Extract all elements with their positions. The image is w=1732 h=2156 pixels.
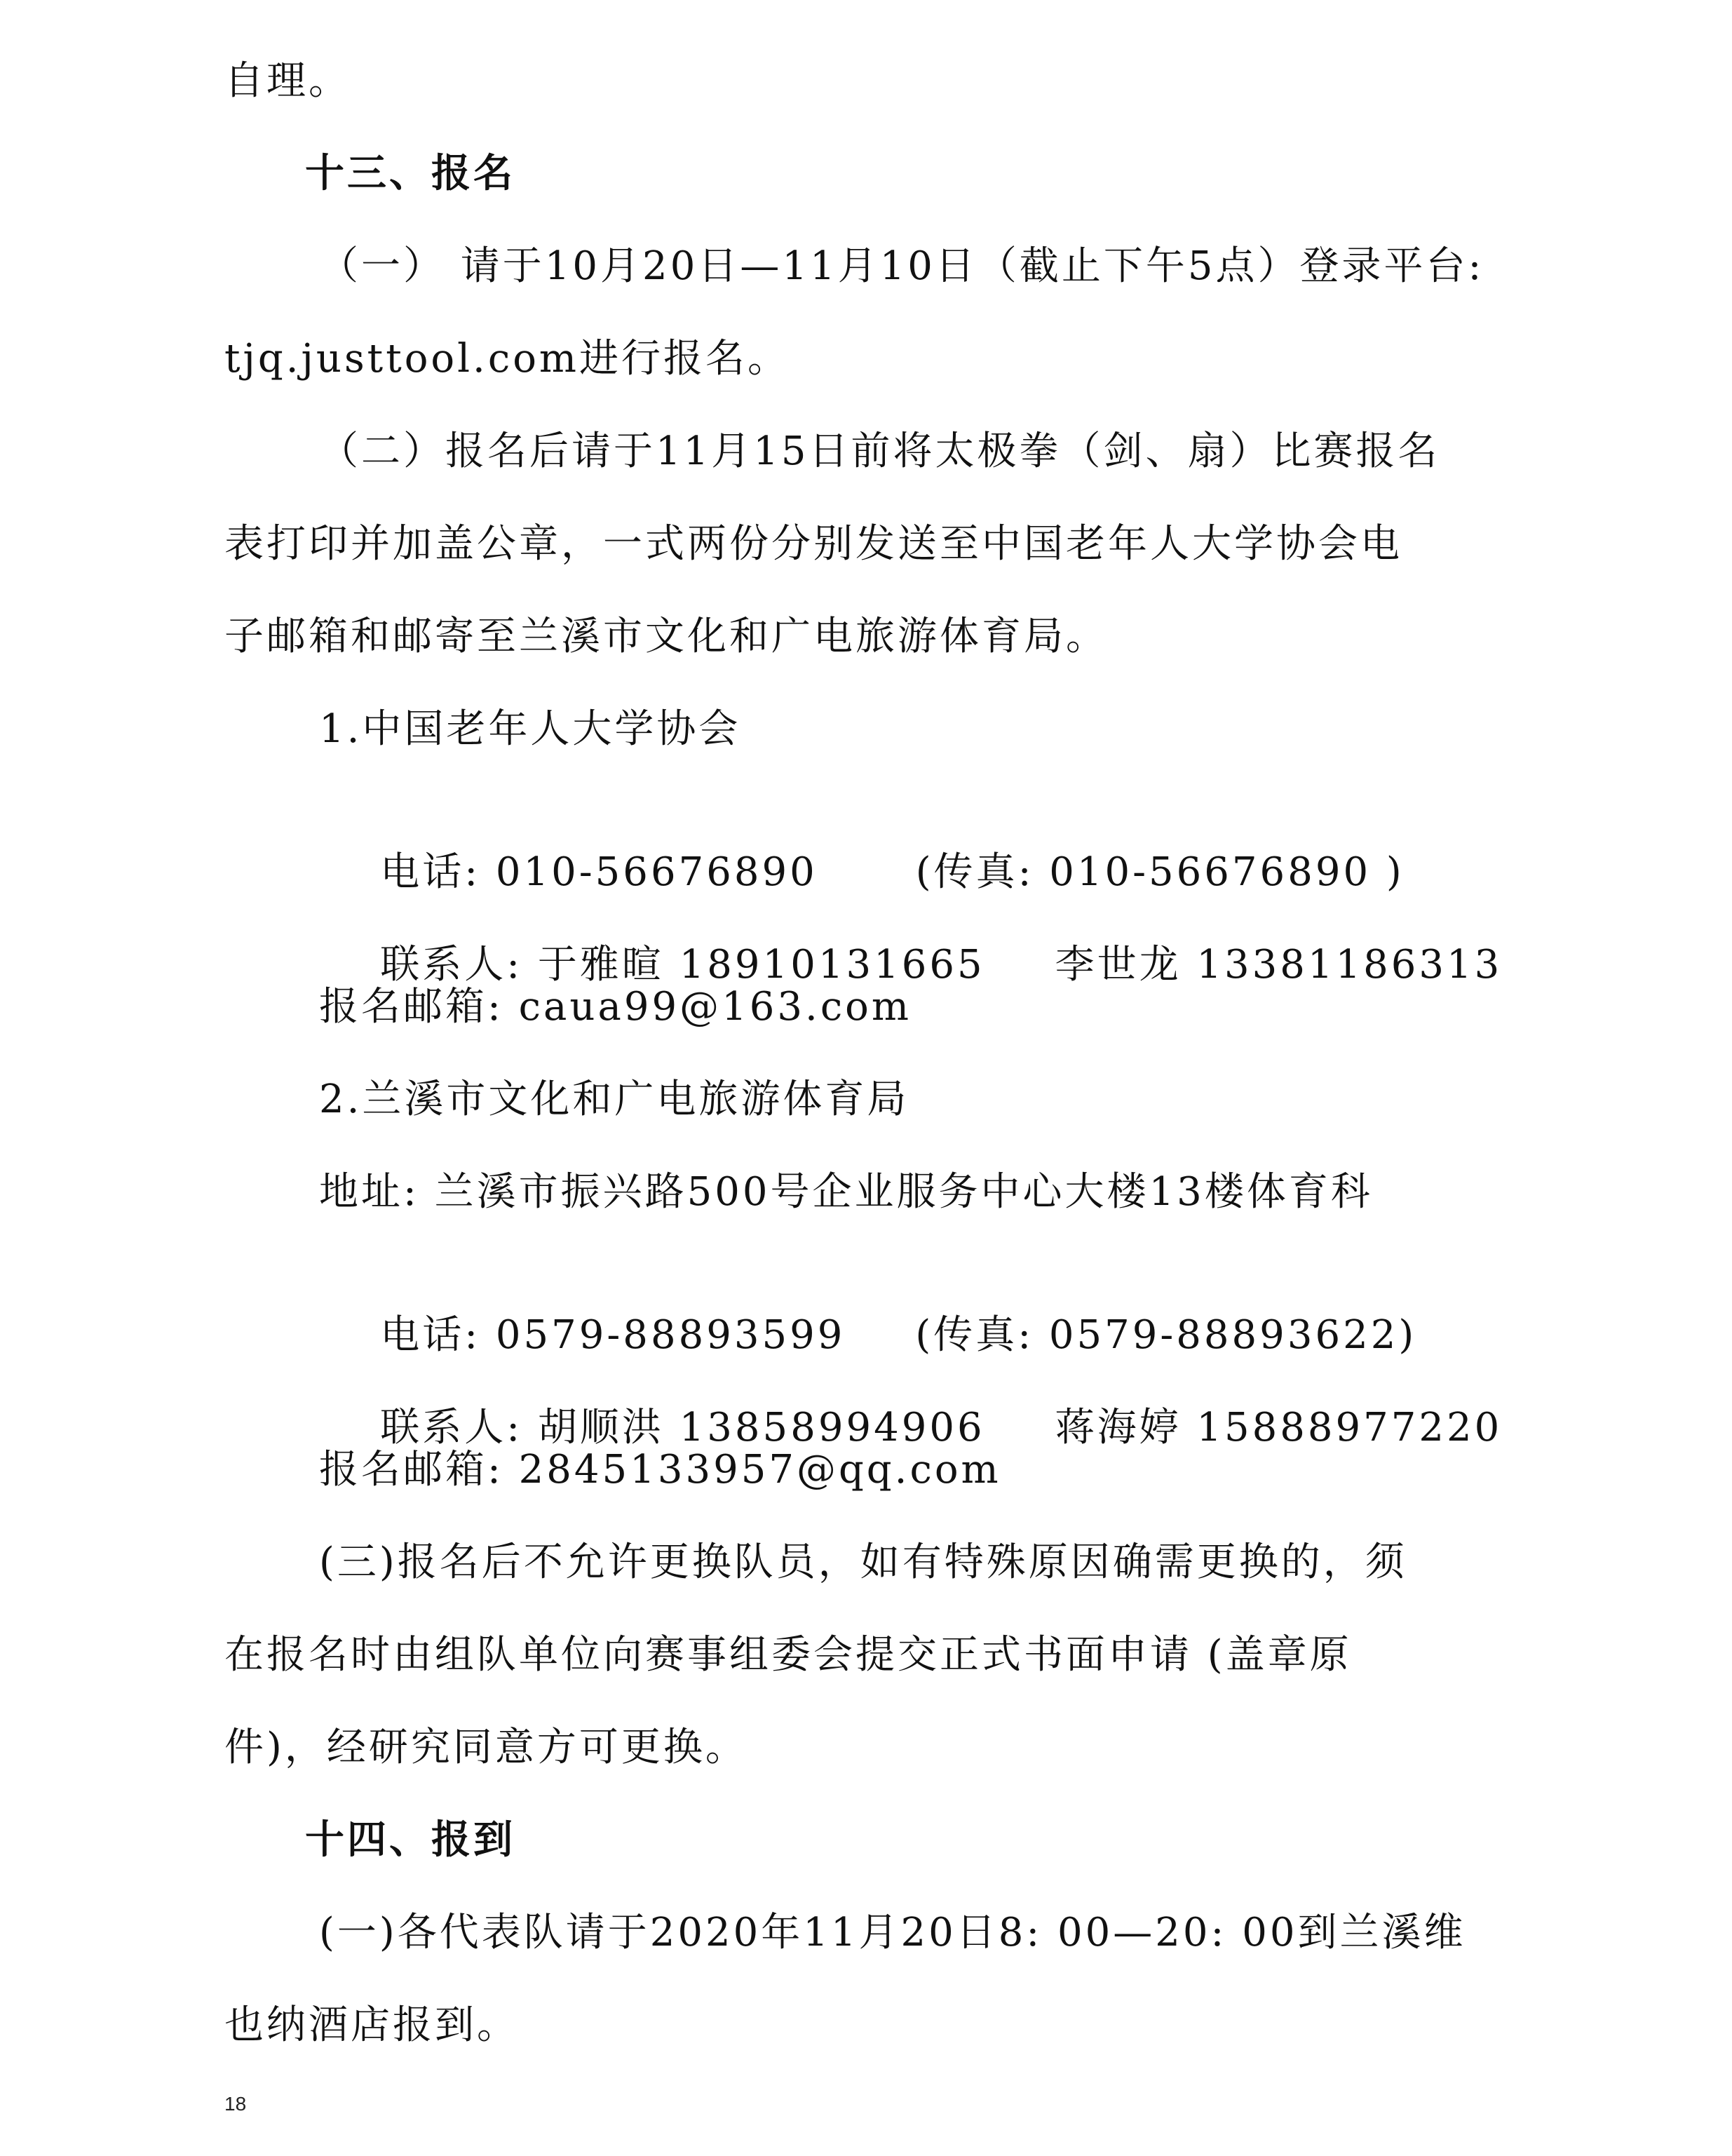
fax-text: (传真: 010-56676890 ) <box>915 849 1405 895</box>
paragraph-line: 件)，经研究同意方可更换。 <box>224 1725 747 1770</box>
page-number: 18 <box>224 2093 247 2115</box>
section-heading-registration: 十三、报名 <box>305 151 515 196</box>
paragraph-line: 表打印并加盖公章，一式两份分别发送至中国老年人大学协会电 <box>224 521 1402 567</box>
paragraph-line: （二）报名后请于11月15日前将太极拳（剑、扇）比赛报名 <box>319 429 1440 474</box>
contact-person-1: 联系人: 胡顺洪 13858994906 <box>380 1405 985 1450</box>
paragraph-line: （一） 请于10月20日—11月10日（截止下午5点）登录平台: <box>319 243 1484 289</box>
address-line: 地址: 兰溪市振兴路500号企业服务中心大楼13楼体育科 <box>319 1169 1373 1215</box>
contact-person-2: 李世龙 13381186313 <box>1055 942 1503 988</box>
paragraph-line: tjq.justtool.com进行报名。 <box>224 336 790 382</box>
paragraph-line: (一)各代表队请于2020年11月20日8: 00—20: 00到兰溪维 <box>319 1910 1466 1955</box>
registration-email-line: 报名邮箱: caua99@163.com <box>319 984 912 1030</box>
contact-person-1: 联系人: 于雅暄 18910131665 <box>380 942 985 988</box>
fax-text: (传真: 0579-88893622) <box>915 1312 1417 1358</box>
paragraph-line: (三)报名后不允许更换队员，如有特殊原因确需更换的，须 <box>319 1539 1407 1585</box>
phone-text: 电话: 010-56676890 <box>380 849 818 895</box>
contact-person-2: 蒋海婷 15888977220 <box>1055 1405 1503 1450</box>
organization-title: 2.兰溪市文化和广电旅游体育局 <box>319 1077 909 1122</box>
paragraph-line: 自理。 <box>224 58 351 104</box>
registration-email-line: 报名邮箱: 2845133957@qq.com <box>319 1447 1001 1493</box>
section-heading-check-in: 十四、报到 <box>305 1817 515 1863</box>
phone-text: 电话: 0579-88893599 <box>380 1312 846 1358</box>
organization-title: 1.中国老年人大学协会 <box>319 706 741 752</box>
paragraph-line: 在报名时由组队单位向赛事组委会提交正式书面申请 (盖章原 <box>224 1632 1352 1678</box>
paragraph-line: 子邮箱和邮寄至兰溪市文化和广电旅游体育局。 <box>224 614 1108 659</box>
paragraph-line: 也纳酒店报到。 <box>224 2002 519 2048</box>
